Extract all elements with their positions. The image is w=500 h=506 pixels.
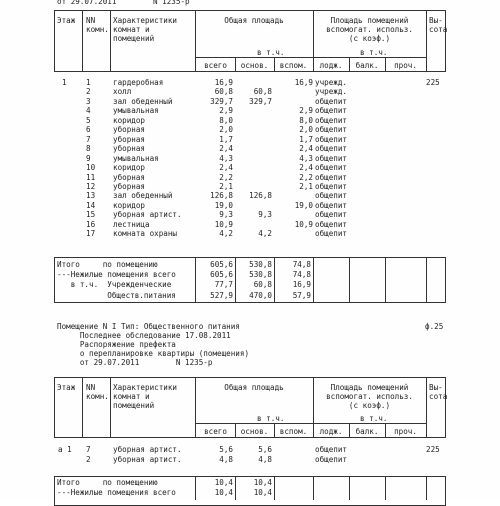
table-row xyxy=(0,154,500,163)
area-total: 2,9 xyxy=(219,106,233,116)
area-total: 2,4 xyxy=(219,144,233,154)
room-name: коридор xyxy=(113,200,146,210)
area-total: 126,8 xyxy=(210,191,233,201)
room-note: общепит xyxy=(315,134,348,144)
room-number: 9 xyxy=(86,153,91,163)
totals-label: ---Нежилые помещения всего xyxy=(57,270,176,280)
area-aux: 2,4 xyxy=(299,144,313,154)
room-name: уборная артист. xyxy=(113,210,182,220)
room-name: зал обеденный xyxy=(113,191,173,201)
t2-incl-label: в т.ч. xyxy=(257,414,285,423)
table-row xyxy=(0,455,500,464)
replanning-note: о перепланировке квартиры (помещения) xyxy=(57,349,250,358)
t2-incl2-label: в т.ч. xyxy=(360,414,388,423)
area-aux: 19,0 xyxy=(294,200,313,210)
t2-col-other-header: проч. xyxy=(394,427,417,436)
area-aux: 10,9 xyxy=(294,219,313,229)
area-aux: 2,1 xyxy=(299,181,313,191)
area-total: 60,8 xyxy=(214,87,233,97)
area-total: 4,2 xyxy=(219,229,233,239)
totals-main: 10,4 xyxy=(253,488,272,497)
col-aux-area-header: Площадь помещений вспомогат. использ. (с коэф.) xyxy=(326,16,413,43)
room-name: уборная артист. xyxy=(113,455,182,464)
incl2-label: в т.ч. xyxy=(360,48,388,57)
area-aux: 2,2 xyxy=(299,172,313,182)
room-number: 15 xyxy=(86,210,96,220)
col-aux-header: вспом. xyxy=(279,61,308,70)
room-number: 12 xyxy=(86,181,96,191)
room-note: общепит xyxy=(315,181,348,191)
area-total: 4,8 xyxy=(219,455,233,464)
totals-total: 10,4 xyxy=(214,488,233,497)
col-main-header: основ. xyxy=(240,61,269,70)
area-total: 16,9 xyxy=(214,78,233,87)
room-name: умывальная xyxy=(113,106,159,116)
area-total: 5,6 xyxy=(219,445,233,454)
room-number: 7 xyxy=(86,134,91,144)
t2-col-height-header: Вы- сота xyxy=(429,383,448,401)
room-name: зал обеденный xyxy=(113,96,173,106)
t2-col-total-header: всего xyxy=(204,427,227,436)
t2-col-main-header: основ. xyxy=(240,427,269,436)
table-row xyxy=(0,116,500,125)
table-row xyxy=(0,78,500,87)
totals-row xyxy=(0,270,500,279)
room-note: общепит xyxy=(315,200,348,210)
totals-total: 527,9 xyxy=(210,290,233,300)
room-number: 8 xyxy=(86,144,91,154)
room-number: 16 xyxy=(86,219,96,229)
room-number: 5 xyxy=(86,115,91,125)
totals-row xyxy=(0,280,500,289)
room-name: уборная xyxy=(113,144,146,154)
table-row xyxy=(0,201,500,210)
area-main: 329,7 xyxy=(249,96,272,106)
room-number: 7 xyxy=(86,445,91,454)
page-number: ф.25 xyxy=(425,322,444,331)
room-note: общепит xyxy=(315,455,348,464)
totals-label: в т.ч. Учрежденческие xyxy=(57,280,172,290)
area-aux: 1,7 xyxy=(299,134,313,144)
totals-aux: 74,8 xyxy=(292,270,311,280)
floor-value: 1 xyxy=(62,78,67,87)
room-number: 3 xyxy=(86,96,91,106)
totals-aux: 57,9 xyxy=(292,290,311,300)
totals-total: 77,7 xyxy=(214,280,233,290)
t2-col-total-area-header: Общая площадь xyxy=(224,383,284,392)
t2-col-aux-area-header: Площадь помещений вспомогат. использ. (с коэф.) xyxy=(326,383,413,410)
totals-row xyxy=(0,260,500,269)
room-name: уборная xyxy=(113,181,146,191)
room-note: общепит xyxy=(315,210,348,220)
room-number: 17 xyxy=(86,229,96,239)
room-note: общепит xyxy=(315,191,348,201)
area-total: 4,3 xyxy=(219,153,233,163)
room-name: умывальная xyxy=(113,153,159,163)
totals-row xyxy=(0,291,500,300)
room-number: 4 xyxy=(86,106,91,116)
totals-row xyxy=(0,488,500,497)
area-total: 8,0 xyxy=(219,115,233,125)
area-total: 9,3 xyxy=(219,210,233,220)
col-total-area-header: Общая площадь xyxy=(224,16,284,25)
room-number: 6 xyxy=(86,125,91,135)
area-aux: 2,9 xyxy=(299,106,313,116)
room-note: общепит xyxy=(315,106,348,116)
area-main: 4,8 xyxy=(258,455,272,464)
area-total: 10,9 xyxy=(214,219,233,229)
totals-main: 530,8 xyxy=(249,270,272,280)
room-name: комната охраны xyxy=(113,229,178,239)
area-main: 126,8 xyxy=(249,191,272,201)
area-total: 329,7 xyxy=(210,96,233,106)
totals-main: 530,8 xyxy=(249,260,272,269)
t2-col-loggia-header: лодж. xyxy=(319,427,343,436)
t2-col-aux-header: вспом. xyxy=(279,427,308,436)
totals-total: 10,4 xyxy=(214,478,233,487)
room-number: 14 xyxy=(86,200,96,210)
col-nn-header: NN комн. xyxy=(86,16,109,34)
room-name: гардеробная xyxy=(113,78,164,87)
table-row xyxy=(0,173,500,182)
area-total: 2,1 xyxy=(219,181,233,191)
table-row xyxy=(0,182,500,191)
area-total: 2,0 xyxy=(219,125,233,135)
totals-label: ---Нежилые помещения всего xyxy=(57,488,176,497)
table-row xyxy=(0,106,500,115)
room-name: коридор xyxy=(113,115,146,125)
floor2-value: а 1 xyxy=(58,445,72,454)
prefect-order: Распоряжение префекта xyxy=(57,340,176,349)
room-note: общепит xyxy=(315,96,348,106)
table-row xyxy=(0,445,500,454)
room-note: общепит xyxy=(315,153,348,163)
room-name: уборная xyxy=(113,134,146,144)
area-main: 9,3 xyxy=(258,210,272,220)
area-main: 4,2 xyxy=(258,229,272,239)
room-note: общепит xyxy=(315,445,348,454)
col-other-header: проч. xyxy=(394,61,417,70)
totals-total: 605,6 xyxy=(210,260,233,269)
order-date-line: от 29.07.2011 N 1235-р xyxy=(57,0,190,6)
col-total-header: всего xyxy=(204,61,227,70)
table-row xyxy=(0,220,500,229)
col-characteristics-header: Характеристики комнат и помещений xyxy=(113,16,178,43)
totals-aux: 74,8 xyxy=(292,260,311,269)
area-aux: 8,0 xyxy=(299,115,313,125)
area-aux: 16,9 xyxy=(294,78,313,87)
totals-label: Обществ.питания xyxy=(57,290,176,300)
room-number: 1 xyxy=(86,78,91,87)
room-number: 2 xyxy=(86,455,91,464)
totals-aux: 16,9 xyxy=(292,280,311,290)
room-number: 2 xyxy=(86,87,91,97)
order-date-2: от 29.07.2011 N 1235-р xyxy=(57,358,213,367)
height-value: 225 xyxy=(426,78,440,87)
room-note: общепит xyxy=(315,125,348,135)
area-aux: 2,4 xyxy=(299,163,313,173)
area-total: 1,7 xyxy=(219,134,233,144)
t2-col-characteristics-header: Характеристики комнат и помещений xyxy=(113,383,178,410)
totals-main: 10,4 xyxy=(253,478,272,487)
totals-label: Итого по помещению xyxy=(57,478,158,487)
room-note: общепит xyxy=(315,115,348,125)
room-name: уборная xyxy=(113,172,146,182)
totals-main: 470,0 xyxy=(249,290,272,300)
premises-title: Помещение N I Тип: Общественного питания xyxy=(57,322,240,331)
table-row xyxy=(0,210,500,219)
totals-row xyxy=(0,478,500,487)
t2-col-floor-header: Этаж xyxy=(57,383,76,392)
room-note: общепит xyxy=(315,163,348,173)
room-name: лестница xyxy=(113,219,150,229)
area-main: 60,8 xyxy=(253,87,272,97)
totals-label: Итого по помещению xyxy=(57,260,158,269)
room-number: 11 xyxy=(86,172,96,182)
room-note: учрежд. xyxy=(315,78,348,87)
table-row xyxy=(0,87,500,96)
incl-label: в т.ч. xyxy=(257,48,285,57)
t2-col-nn-header: NN комн. xyxy=(86,383,109,401)
table-row xyxy=(0,144,500,153)
room-name: холл xyxy=(113,87,132,97)
last-survey: Последнее обследование 17.08.2011 xyxy=(57,331,231,340)
table-row xyxy=(0,191,500,200)
room-note: общепит xyxy=(315,172,348,182)
table-row xyxy=(0,125,500,134)
area-aux: 2,0 xyxy=(299,125,313,135)
table-row xyxy=(0,163,500,172)
room-note: общепит xyxy=(315,219,348,229)
table-row xyxy=(0,229,500,238)
room-number: 13 xyxy=(86,191,96,201)
col-height-header: Вы- сота xyxy=(429,16,448,34)
height2-value: 225 xyxy=(426,445,440,454)
table-row xyxy=(0,97,500,106)
room-number: 10 xyxy=(86,163,96,173)
room-name: уборная артист. xyxy=(113,445,182,454)
room-name: коридор xyxy=(113,163,146,173)
col-balcony-header: балк. xyxy=(355,61,379,70)
area-total: 19,0 xyxy=(214,200,233,210)
col-loggia-header: лодж. xyxy=(319,61,343,70)
area-aux: 4,3 xyxy=(299,153,313,163)
t2-col-balcony-header: балк. xyxy=(355,427,379,436)
area-total: 2,2 xyxy=(219,172,233,182)
col-floor-header: Этаж xyxy=(57,16,76,25)
area-main: 5,6 xyxy=(258,445,272,454)
totals-main: 60,8 xyxy=(253,280,272,290)
area-total: 2,4 xyxy=(219,163,233,173)
room-note: учрежд. xyxy=(315,87,348,97)
room-note: общепит xyxy=(315,144,348,154)
table-row xyxy=(0,135,500,144)
room-name: уборная xyxy=(113,125,146,135)
totals-total: 605,6 xyxy=(210,270,233,280)
room-note: общепит xyxy=(315,229,348,239)
